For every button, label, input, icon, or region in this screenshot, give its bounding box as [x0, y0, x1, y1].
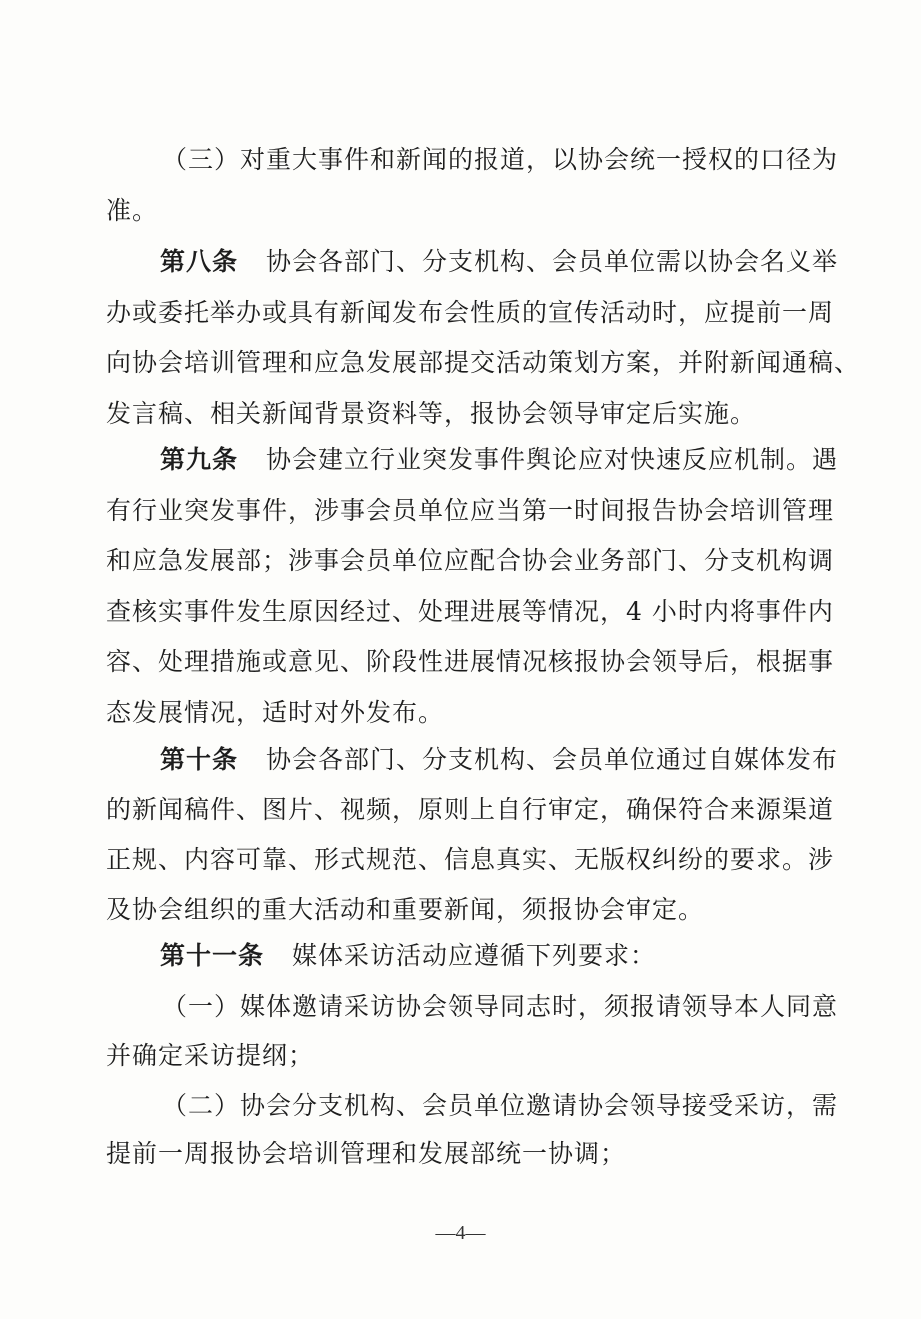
article-heading: 第九条 — [160, 445, 239, 474]
text-line: 办或委托举办或具有新闻发布会性质的宣传活动时，应提前一周 — [106, 298, 835, 327]
page-number: —4— — [435, 1222, 486, 1244]
article-9-first-line — [160, 440, 838, 480]
text-line: （二）协会分支机构、会员单位邀请协会领导接受采访，需 — [162, 1091, 839, 1120]
article-8-first-line — [160, 242, 838, 282]
text-line: （一）媒体邀请采访协会领导同志时，须报请领导本人同意 — [162, 992, 839, 1021]
text-line: 正规、内容可靠、形式规范、信息真实、无版权纠纷的要求。涉 — [106, 845, 835, 874]
text-line: 准。 — [106, 196, 159, 225]
text-line: 及协会组织的重大活动和重要新闻，须报协会审定。 — [106, 895, 705, 924]
text-line: 有行业突发事件，涉事会员单位应当第一时间报告协会培训管理 — [106, 496, 835, 525]
text-line: 态发展情况，适时对外发布。 — [106, 698, 445, 727]
text-segment: 协会各部门、分支机构、会员单位通过自媒体发布 — [266, 745, 839, 774]
article-11-first-line — [160, 936, 656, 976]
article-heading: 第八条 — [160, 247, 239, 276]
text-line: 查核实事件发生原因经过、处理进展等情况，4 小时内将事件内 — [106, 597, 834, 626]
text-line: 的新闻稿件、图片、视频，原则上自行审定，确保符合来源渠道 — [106, 795, 835, 824]
text-line: 发言稿、相关新闻背景资料等，报协会领导审定后实施。 — [106, 399, 757, 428]
article-10-first-line — [160, 740, 838, 780]
article-heading: 第十一条 — [160, 941, 265, 970]
text-line: 提前一周报协会培训管理和发展部统一协调； — [106, 1139, 627, 1168]
text-line: 并确定采访提纲； — [106, 1041, 315, 1070]
text-segment: 协会建立行业突发事件舆论应对快速反应机制。遇 — [266, 445, 839, 474]
text-segment: 媒体采访活动应遵循下列要求： — [292, 941, 657, 970]
text-line: 向协会培训管理和应急发展部提交活动策划方案，并附新闻通稿、 — [106, 348, 861, 377]
article-heading: 第十条 — [160, 745, 239, 774]
text-line: 和应急发展部；涉事会员单位应配合协会业务部门、分支机构调 — [106, 546, 835, 575]
text-line: 容、处理措施或意见、阶段性进展情况核报协会领导后，根据事 — [106, 647, 835, 676]
text-line: （三）对重大事件和新闻的报道，以协会统一授权的口径为 — [162, 145, 839, 174]
text-segment: 协会各部门、分支机构、会员单位需以协会名义举 — [266, 247, 839, 276]
